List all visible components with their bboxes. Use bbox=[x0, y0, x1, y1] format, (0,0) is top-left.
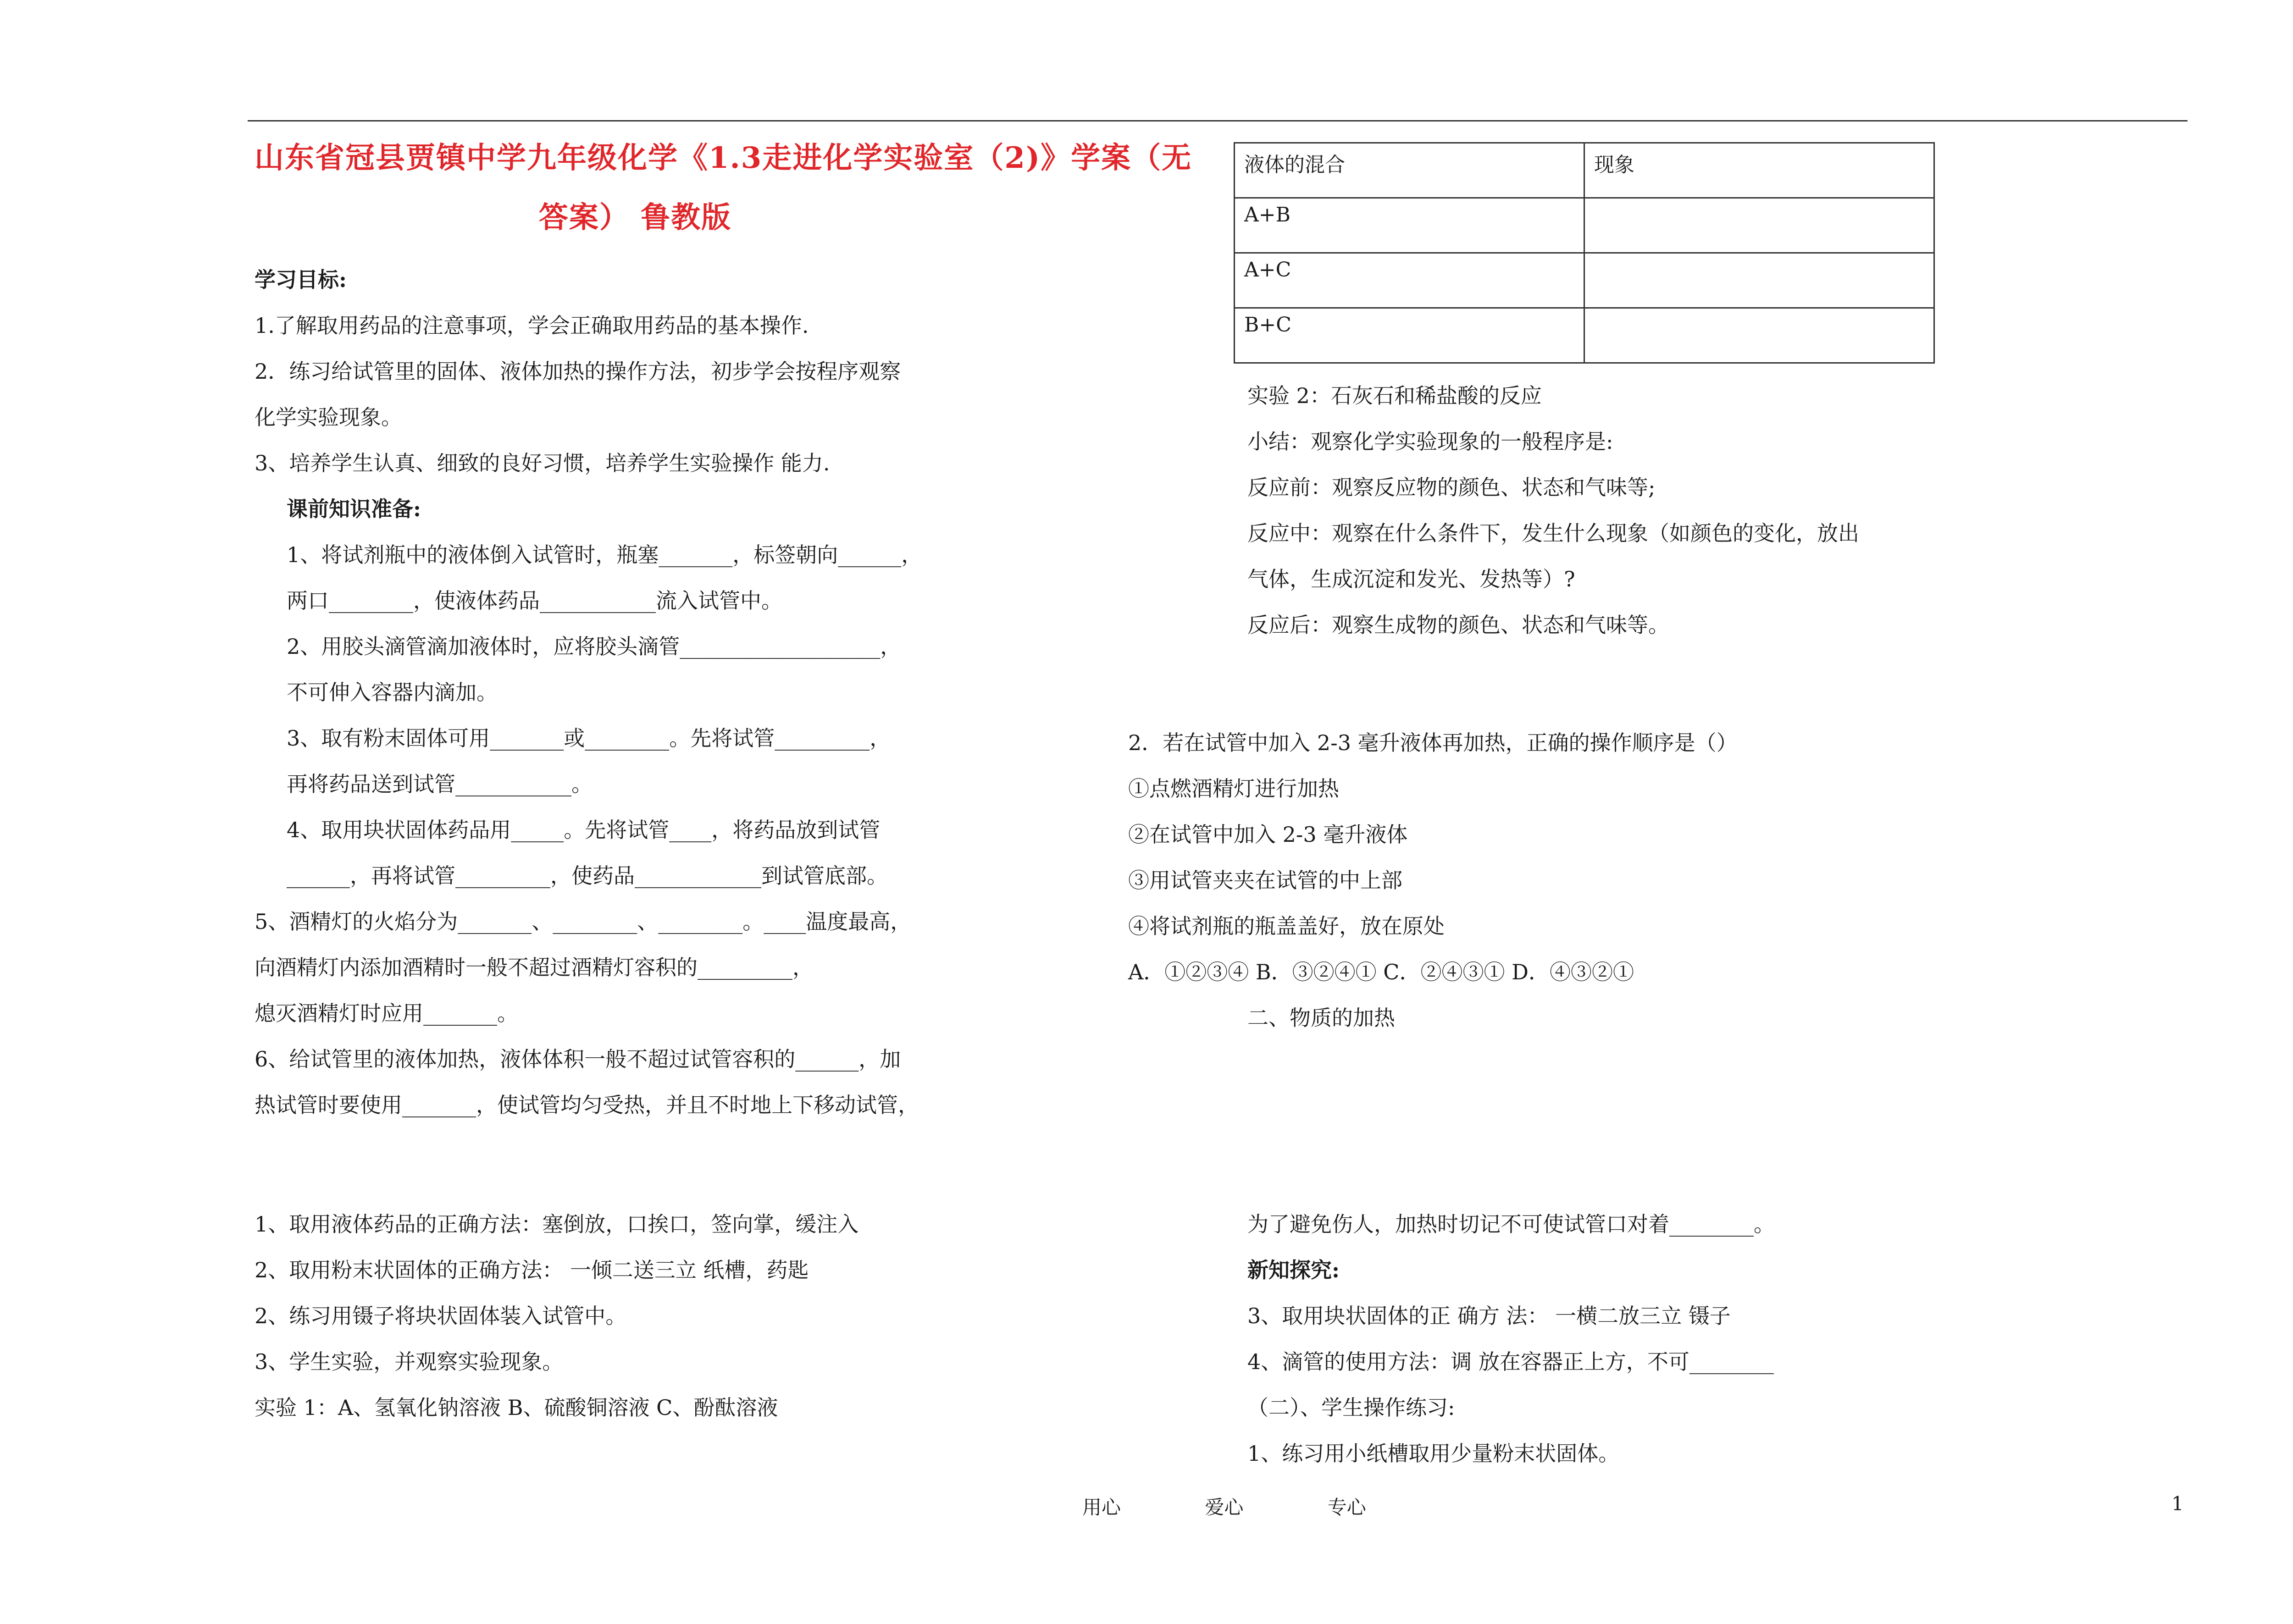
prep-5b: 向酒精灯内添加酒精时一般不超过酒精灯容积的_________， bbox=[255, 955, 814, 980]
after-reaction: 反应后：观察生成物的颜色、状态和气味等。 bbox=[1247, 613, 1669, 637]
practice-tweezers: 2、练习用镊子将块状固体装入试管中。 bbox=[255, 1304, 627, 1328]
table-cell bbox=[1584, 198, 1934, 253]
question-2 bbox=[1128, 720, 1954, 1041]
prep-5a: 5、酒精灯的火焰分为_______、________、________。____温度最高， bbox=[255, 909, 912, 934]
title-line-2: 答案） 鲁教版 bbox=[538, 200, 732, 235]
right-column bbox=[1234, 128, 2059, 648]
header-rule bbox=[248, 120, 2188, 122]
practice-heading: （二）、学生操作练习: bbox=[1247, 1395, 1455, 1420]
left-column bbox=[255, 128, 1192, 1128]
table-header-phenomenon: 现象 bbox=[1584, 143, 1934, 198]
table-cell: A+C bbox=[1235, 253, 1584, 308]
table-cell: B+C bbox=[1235, 308, 1584, 363]
question-2-stem: 2．若在试管中加入 2-3 毫升液体再加热，正确的操作顺序是（） bbox=[1128, 730, 1738, 755]
table-row bbox=[1235, 253, 1934, 308]
footer-word-2: 爱心 bbox=[1205, 1496, 1244, 1519]
prep-5c: 熄灭酒精灯时应用_______。 bbox=[255, 1001, 518, 1026]
goals-heading: 学习目标: bbox=[255, 267, 347, 292]
page-number: 1 bbox=[2171, 1492, 2184, 1515]
prep-1a: 1、将试剂瓶中的液体倒入试管时，瓶塞_______，标签朝向______， bbox=[287, 542, 923, 567]
table-cell: A+B bbox=[1235, 198, 1584, 253]
table-row bbox=[1235, 198, 1934, 253]
method-dropper: 4、滴管的使用方法：调 放在容器正上方，不可________ bbox=[1247, 1349, 1774, 1374]
prep-3b: 再将药品送到试管___________。 bbox=[287, 772, 593, 796]
table-cell bbox=[1584, 308, 1934, 363]
during-reaction-a: 反应中：观察在什么条件下，发生什么现象（如颜色的变化，放出 bbox=[1247, 521, 1859, 546]
method-powder: 2、取用粉末状固体的正确方法： 一倾二送三立 纸槽，药匙 bbox=[255, 1258, 809, 1282]
left-bottom bbox=[255, 1201, 1034, 1431]
experiment-2: 实验 2：石灰石和稀盐酸的反应 bbox=[1247, 383, 1542, 408]
right-bottom bbox=[1247, 1201, 2073, 1476]
goal-1: 1.了解取用药品的注意事项，学会正确取用药品的基本操作. bbox=[255, 313, 809, 338]
option-3: ③用试管夹夹在试管的中上部 bbox=[1128, 868, 1402, 893]
experiment-1: 实验 1：A、氢氧化钠溶液 B、硫酸铜溶液 C、酚酞溶液 bbox=[255, 1395, 778, 1420]
prep-3a: 3、取有粉末固体可用_______或________。先将试管_________， bbox=[287, 726, 891, 751]
footer bbox=[1082, 1492, 1417, 1520]
goal-3: 3、培养学生认真、细致的良好习惯，培养学生实验操作 能力. bbox=[255, 451, 830, 475]
summary: 小结：观察化学实验现象的一般程序是: bbox=[1247, 429, 1613, 454]
student-experiment: 3、学生实验，并观察实验现象。 bbox=[255, 1349, 564, 1374]
table-cell bbox=[1584, 253, 1934, 308]
option-4: ④将试剂瓶的瓶盖盖好，放在原处 bbox=[1128, 914, 1445, 939]
goal-2a: 2．练习给试管里的固体、液体加热的操作方法，初步学会按程序观察 bbox=[255, 359, 901, 384]
during-reaction-b: 气体，生成沉淀和发光、发热等）? bbox=[1247, 567, 1575, 591]
prep-4b: ______，再将试管_________，使药品____________到试管底部。 bbox=[287, 863, 888, 888]
prep-2b: 不可伸入容器内滴加。 bbox=[287, 680, 498, 705]
answer-choices: A．①②③④ B．③②④① C．②④③① D．④③②① bbox=[1128, 960, 1634, 984]
method-block: 3、取用块状固体的正 确方 法： 一横二放三立 镊子 bbox=[1247, 1304, 1731, 1328]
table-row bbox=[1235, 308, 1934, 363]
method-liquid: 1、取用液体药品的正确方法：塞倒放，口挨口，签向掌，缓注入 bbox=[255, 1212, 859, 1237]
section-heating: 二、物质的加热 bbox=[1247, 1005, 1395, 1030]
title-line-1: 山东省冠县贾镇中学九年级化学《1.3走进化学实验室（2)》学案（无 bbox=[255, 141, 1192, 175]
option-2: ②在试管中加入 2-3 毫升液体 bbox=[1128, 822, 1408, 847]
footer-word-1: 用心 bbox=[1082, 1496, 1121, 1519]
new-knowledge-heading: 新知探究: bbox=[1247, 1258, 1340, 1282]
practice-1: 1、练习用小纸槽取用少量粉末状固体。 bbox=[1247, 1441, 1620, 1466]
prep-6a: 6、给试管里的液体加热，液体体积一般不超过试管容积的______，加 bbox=[255, 1047, 901, 1072]
safety-note: 为了避免伤人，加热时切记不可使试管口对着________。 bbox=[1247, 1212, 1775, 1237]
prep-heading: 课前知识准备: bbox=[287, 497, 421, 521]
mixing-table bbox=[1234, 142, 1935, 364]
prep-2a: 2、用胶头滴管滴加液体时，应将胶头滴管___________________， bbox=[287, 634, 902, 659]
before-reaction: 反应前：观察反应物的颜色、状态和气味等; bbox=[1247, 475, 1656, 500]
option-1: ①点燃酒精灯进行加热 bbox=[1128, 776, 1339, 801]
goal-2b: 化学实验现象。 bbox=[255, 405, 402, 430]
prep-4a: 4、取用块状固体药品用_____。先将试管____，将药品放到试管 bbox=[287, 818, 881, 842]
table-header-mix: 液体的混合 bbox=[1235, 143, 1584, 198]
prep-1b: 两口________，使液体药品___________流入试管中。 bbox=[287, 588, 782, 613]
footer-word-3: 专心 bbox=[1327, 1496, 1366, 1519]
prep-6b: 热试管时要使用_______，使试管均匀受热，并且不时地上下移动试管， bbox=[255, 1093, 919, 1117]
